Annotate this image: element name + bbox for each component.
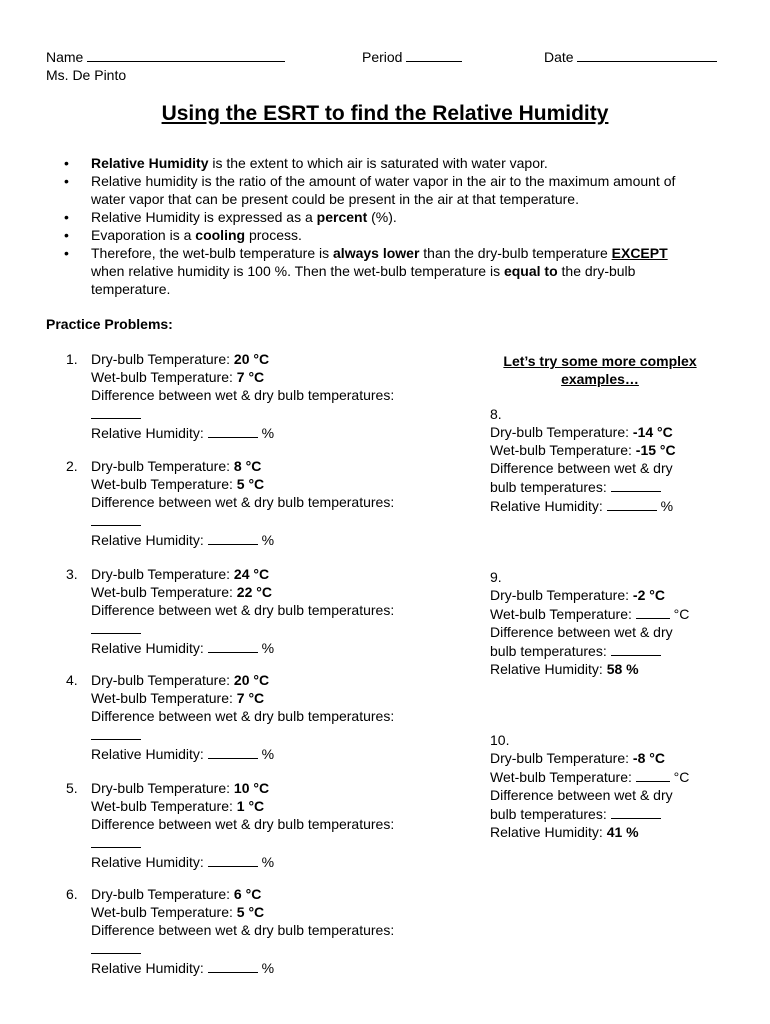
difference-label: Difference between wet & dry bulb temperatures: xyxy=(91,387,395,403)
percent-sign: % xyxy=(261,425,275,441)
difference-blank[interactable] xyxy=(91,725,141,740)
bullet-text: process. xyxy=(245,227,302,243)
percent-sign: % xyxy=(261,532,275,548)
rh-line xyxy=(490,496,730,515)
dry-value: -8 °C xyxy=(632,750,665,766)
wet-bulb-line xyxy=(490,604,730,623)
problem-number: 3. xyxy=(66,566,78,582)
bullet-text: water vapor that can be present could be present in the air at that temperature. xyxy=(91,191,579,207)
practice-heading: Practice Problems: xyxy=(46,316,173,332)
percent-sign: % xyxy=(261,640,275,656)
problem-number: 2. xyxy=(66,458,78,474)
dry-label: Dry-bulb Temperature: xyxy=(91,351,234,367)
date-line[interactable] xyxy=(544,47,717,66)
dry-bulb-line xyxy=(91,779,446,797)
rh-label: Relative Humidity: xyxy=(91,960,208,976)
difference-label: Difference between wet & dry bulb temperatures: xyxy=(91,708,395,724)
problem-10 xyxy=(490,731,730,841)
problem-number: 9. xyxy=(490,569,502,585)
wet-value: 5 °C xyxy=(236,476,265,492)
problem-1 xyxy=(66,350,446,442)
wet-blank[interactable] xyxy=(636,767,670,782)
bullet-item xyxy=(46,226,736,244)
rh-value: 41 % xyxy=(606,824,639,840)
complex-heading-line: examples… xyxy=(561,371,639,387)
bullet-text: when relative humidity is 100 %. Then the wet-bulb temperature is xyxy=(91,263,504,279)
dry-label: Dry-bulb Temperature: xyxy=(91,886,234,902)
difference-label: Difference between wet & dry xyxy=(490,624,673,640)
rh-blank[interactable] xyxy=(607,496,657,511)
wet-label: Wet-bulb Temperature: xyxy=(91,584,237,600)
wet-label: Wet-bulb Temperature: xyxy=(91,904,237,920)
rh-line xyxy=(91,958,446,977)
bullet-icon: • xyxy=(64,173,69,189)
bullet-bold: EXCEPT xyxy=(611,245,668,261)
rh-label: Relative Humidity: xyxy=(91,640,208,656)
complex-heading-line: Let’s try some more complex xyxy=(503,353,697,369)
rh-line xyxy=(91,530,446,549)
rh-label: Relative Humidity: xyxy=(91,425,208,441)
bullet-bold: Relative Humidity xyxy=(91,155,209,171)
degree-unit: °C xyxy=(673,769,690,785)
rh-blank[interactable] xyxy=(208,744,258,759)
bullet-icon: • xyxy=(64,155,69,171)
problem-number: 8. xyxy=(490,406,502,422)
date-label: Date xyxy=(544,49,574,65)
wet-bulb-line xyxy=(91,797,446,815)
dry-value: 10 °C xyxy=(233,780,270,796)
dry-label: Dry-bulb Temperature: xyxy=(490,424,633,440)
wet-label: Wet-bulb Temperature: xyxy=(91,369,237,385)
bullet-text: Therefore, the wet-bulb temperature is xyxy=(91,245,334,261)
rh-line xyxy=(91,852,446,871)
wet-label: Wet-bulb Temperature: xyxy=(490,442,636,458)
dry-value: 20 °C xyxy=(233,351,270,367)
problem-6 xyxy=(66,885,446,977)
rh-label: Relative Humidity: xyxy=(91,746,208,762)
dry-value: -2 °C xyxy=(632,587,665,603)
difference-label-2: bulb temperatures: xyxy=(490,643,611,659)
bullet-bold: percent xyxy=(316,209,368,225)
dry-bulb-line xyxy=(490,423,730,441)
percent-sign: % xyxy=(261,746,275,762)
name-label: Name xyxy=(46,49,84,65)
definition-list xyxy=(46,154,736,298)
difference-blank[interactable] xyxy=(91,619,141,634)
percent-sign: % xyxy=(261,854,275,870)
wet-bulb-line xyxy=(91,903,446,921)
rh-blank[interactable] xyxy=(208,530,258,545)
problem-number: 5. xyxy=(66,780,78,796)
dry-label: Dry-bulb Temperature: xyxy=(91,458,234,474)
problem-8 xyxy=(490,405,730,515)
degree-unit: °C xyxy=(673,606,690,622)
date-blank[interactable] xyxy=(577,47,717,62)
bullet-item xyxy=(46,172,736,208)
page-title: Using the ESRT to find the Relative Humidity xyxy=(161,102,609,125)
bullet-bold: always lower xyxy=(333,245,420,261)
difference-blank[interactable] xyxy=(611,477,661,492)
bullet-text: Relative humidity is the ratio of the amount of water vapor in the air to the maximum amount of xyxy=(91,173,676,189)
rh-line xyxy=(91,423,446,442)
difference-blank[interactable] xyxy=(91,833,141,848)
dry-label: Dry-bulb Temperature: xyxy=(91,566,234,582)
dry-bulb-line xyxy=(91,350,446,368)
dry-value: 6 °C xyxy=(233,886,262,902)
difference-blank[interactable] xyxy=(91,939,141,954)
problem-number: 6. xyxy=(66,886,78,902)
wet-label: Wet-bulb Temperature: xyxy=(91,690,237,706)
rh-blank[interactable] xyxy=(208,423,258,438)
dry-value: 24 °C xyxy=(233,566,270,582)
bullet-item xyxy=(46,244,736,298)
problem-2 xyxy=(66,457,446,549)
bullet-text: Evaporation is a xyxy=(91,227,196,243)
bullet-text: the dry-bulb xyxy=(557,263,636,279)
wet-value: -15 °C xyxy=(635,442,676,458)
dry-label: Dry-bulb Temperature: xyxy=(490,750,633,766)
rh-line xyxy=(91,744,446,763)
bullet-text: Relative Humidity is expressed as a xyxy=(91,209,317,225)
dry-bulb-line xyxy=(490,586,730,604)
wet-value: 22 °C xyxy=(236,584,272,600)
problem-3 xyxy=(66,565,446,657)
problem-number: 10. xyxy=(490,732,510,748)
difference-label: Difference between wet & dry bulb temperatures: xyxy=(91,494,395,510)
period-blank[interactable] xyxy=(406,47,462,62)
difference-label-2: bulb temperatures: xyxy=(490,479,611,495)
rh-label: Relative Humidity: xyxy=(490,498,607,514)
dry-bulb-line xyxy=(91,565,446,583)
percent-sign: % xyxy=(261,960,275,976)
wet-label: Wet-bulb Temperature: xyxy=(91,476,237,492)
bullet-bold: cooling xyxy=(195,227,246,243)
rh-label: Relative Humidity: xyxy=(490,661,607,677)
difference-blank[interactable] xyxy=(91,404,141,419)
wet-value: 7 °C xyxy=(236,690,265,706)
dry-value: 20 °C xyxy=(233,672,270,688)
rh-line xyxy=(490,823,730,841)
problem-number: 1. xyxy=(66,351,78,367)
wet-value: 1 °C xyxy=(236,798,265,814)
bullet-item xyxy=(46,208,736,226)
bullet-icon: • xyxy=(64,227,69,243)
teacher-name: Ms. De Pinto xyxy=(46,67,127,83)
dry-bulb-line xyxy=(490,749,730,767)
difference-line xyxy=(490,804,730,823)
dry-label: Dry-bulb Temperature: xyxy=(91,780,234,796)
difference-blank[interactable] xyxy=(611,641,661,656)
dry-label: Dry-bulb Temperature: xyxy=(91,672,234,688)
bullet-text: (%). xyxy=(367,209,397,225)
difference-blank[interactable] xyxy=(611,804,661,819)
problem-4 xyxy=(66,671,446,763)
period-label: Period xyxy=(362,49,403,65)
problem-number: 4. xyxy=(66,672,78,688)
problem-5 xyxy=(66,779,446,871)
wet-value: 5 °C xyxy=(236,904,265,920)
rh-value: 58 % xyxy=(606,661,639,677)
dry-bulb-line xyxy=(91,457,446,475)
period-line[interactable] xyxy=(362,47,462,66)
bullet-bold: equal to xyxy=(503,263,558,279)
wet-blank[interactable] xyxy=(636,604,670,619)
bullet-text: than the dry-bulb temperature xyxy=(419,245,612,261)
wet-label: Wet-bulb Temperature: xyxy=(490,606,636,622)
difference-label-2: bulb temperatures: xyxy=(490,806,611,822)
wet-bulb-line xyxy=(490,441,730,459)
problem-9 xyxy=(490,568,730,678)
rh-line xyxy=(91,638,446,657)
rh-blank[interactable] xyxy=(208,852,258,867)
rh-label: Relative Humidity: xyxy=(91,854,208,870)
rh-blank[interactable] xyxy=(208,638,258,653)
rh-blank[interactable] xyxy=(208,958,258,973)
wet-bulb-line xyxy=(91,475,446,493)
difference-label: Difference between wet & dry bulb temperatures: xyxy=(91,602,395,618)
wet-label: Wet-bulb Temperature: xyxy=(490,769,636,785)
difference-line xyxy=(490,477,730,496)
difference-label: Difference between wet & dry xyxy=(490,787,673,803)
percent-sign: % xyxy=(660,498,674,514)
wet-label: Wet-bulb Temperature: xyxy=(91,798,237,814)
dry-value: -14 °C xyxy=(632,424,673,440)
bullet-icon: • xyxy=(64,209,69,225)
wet-bulb-line xyxy=(91,368,446,386)
wet-bulb-line xyxy=(91,689,446,707)
difference-label: Difference between wet & dry xyxy=(490,460,673,476)
wet-value: 7 °C xyxy=(236,369,265,385)
rh-label: Relative Humidity: xyxy=(490,824,607,840)
bullet-text: is the extent to which air is saturated with water vapor. xyxy=(208,155,548,171)
difference-label: Difference between wet & dry bulb temperatures: xyxy=(91,816,395,832)
name-blank[interactable] xyxy=(87,47,285,62)
name-line[interactable] xyxy=(46,47,285,66)
wet-bulb-line xyxy=(91,583,446,601)
rh-line xyxy=(490,660,730,678)
dry-bulb-line xyxy=(91,671,446,689)
rh-label: Relative Humidity: xyxy=(91,532,208,548)
bullet-text: temperature. xyxy=(91,281,171,297)
complex-heading xyxy=(470,352,730,388)
difference-blank[interactable] xyxy=(91,511,141,526)
dry-value: 8 °C xyxy=(233,458,262,474)
difference-label: Difference between wet & dry bulb temperatures: xyxy=(91,922,395,938)
bullet-icon: • xyxy=(64,245,69,261)
wet-bulb-line xyxy=(490,767,730,786)
dry-label: Dry-bulb Temperature: xyxy=(490,587,633,603)
dry-bulb-line xyxy=(91,885,446,903)
bullet-item xyxy=(46,154,736,172)
difference-line xyxy=(490,641,730,660)
